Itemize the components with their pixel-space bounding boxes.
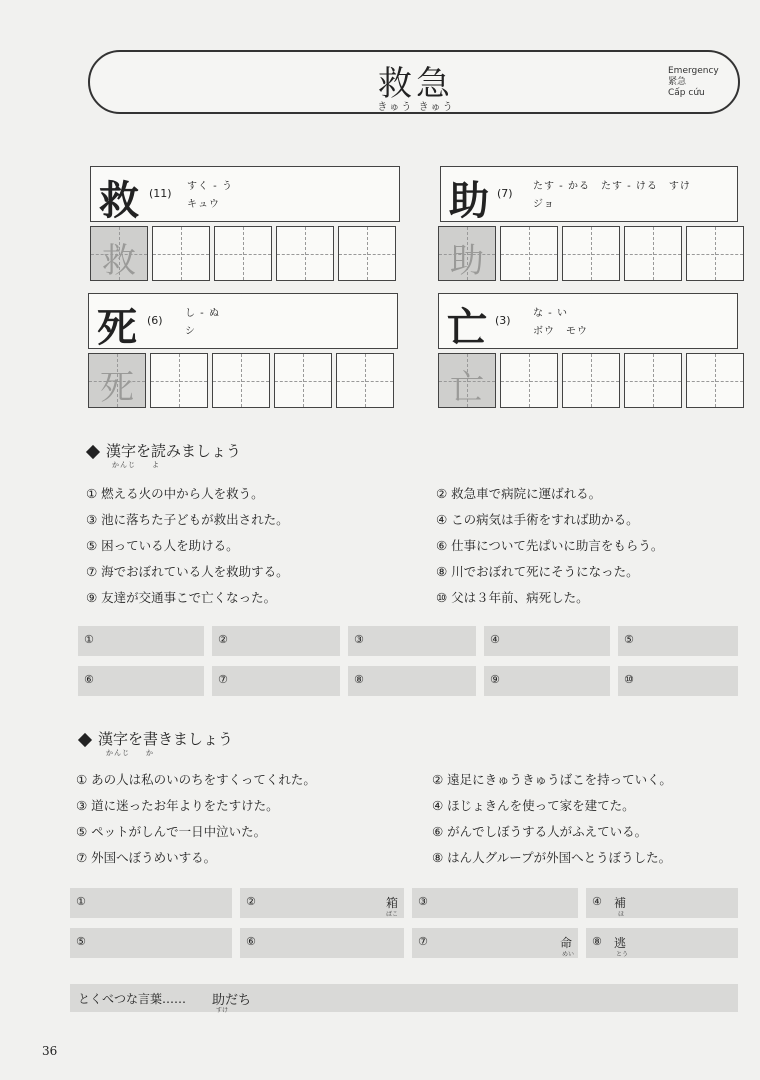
kanji-char: 死	[97, 304, 137, 351]
reading-section-heading: 漢字を読みましょう	[88, 440, 241, 461]
practice-cell[interactable]	[686, 226, 744, 281]
lesson-title-translations	[668, 66, 719, 99]
title-vietnamese: Cấp cứu	[668, 88, 705, 98]
reading-answer-box[interactable]: ④	[484, 626, 610, 656]
reading-sentence: ⑤ 困っている人を助ける。	[86, 538, 239, 553]
lesson-title-box	[88, 50, 740, 114]
page-number: 36	[42, 1044, 58, 1058]
practice-cell[interactable]	[214, 226, 272, 281]
writing-sentence: ⑤ ペットがしんで一日中泣いた。	[76, 824, 267, 839]
writing-answer-box[interactable]: ①	[70, 888, 232, 918]
reading-sentence: ④ この病気は手術をすれば助かる。	[436, 512, 639, 527]
writing-answer-box[interactable]: ⑥	[240, 928, 404, 958]
reading-answer-box[interactable]: ⑧	[348, 666, 476, 696]
diamond-icon	[86, 444, 100, 458]
practice-cell-sample: 助	[438, 226, 496, 281]
reading-answer-box[interactable]: ②	[212, 626, 340, 656]
reading-answer-box[interactable]: ⑦	[212, 666, 340, 696]
special-word: 助だち	[212, 993, 252, 1008]
kanji-char: 救	[99, 177, 139, 224]
reading-answer-box[interactable]: ①	[78, 626, 204, 656]
lesson-title: 救急	[378, 64, 454, 104]
practice-grid	[438, 226, 744, 281]
writing-section-heading: 漢字を書きましょう	[80, 728, 233, 749]
diamond-icon	[78, 732, 92, 746]
reading-sentence: ⑦ 海でおぼれている人を救助する。	[86, 564, 289, 579]
on-reading: キュウ	[187, 199, 220, 210]
writing-sentence: ⑦ 外国へぼうめいする。	[76, 850, 217, 865]
practice-cell-sample: 亡	[438, 353, 496, 408]
reading-section-ruby: かんじ よ	[112, 461, 160, 469]
reading-answer-box[interactable]: ③	[348, 626, 476, 656]
writing-sentence: ② 遠足にきゅうきゅうばこを持っていく。	[432, 772, 672, 787]
practice-cell[interactable]	[624, 353, 682, 408]
writing-answer-box[interactable]: ⑤	[70, 928, 232, 958]
stroke-count: (3)	[495, 314, 511, 327]
on-reading: ジョ	[533, 199, 555, 210]
lesson-title-ruby: きゅう きゅう	[377, 102, 455, 113]
practice-cell[interactable]	[686, 353, 744, 408]
practice-grid	[90, 226, 396, 281]
practice-cell-sample: 救	[90, 226, 148, 281]
writing-answer-box[interactable]: ③	[412, 888, 578, 918]
practice-cell[interactable]	[212, 353, 270, 408]
stroke-count: (11)	[149, 187, 172, 200]
practice-cell[interactable]	[562, 226, 620, 281]
writing-sentence: ⑧ はん人グループが外国へとうぼうした。	[432, 850, 672, 865]
special-word-ruby: すけ	[216, 1007, 229, 1014]
reading-sentence: ⑥ 仕事について先ぱいに助言をもらう。	[436, 538, 664, 553]
practice-cell[interactable]	[500, 353, 558, 408]
practice-cell[interactable]	[624, 226, 682, 281]
reading-answer-box[interactable]: ⑤	[618, 626, 738, 656]
kanji-char: 助	[449, 177, 489, 224]
writing-answer-box[interactable]: ⑦ 命 めい	[412, 928, 578, 958]
on-reading: シ	[185, 326, 196, 337]
stroke-count: (6)	[147, 314, 163, 327]
writing-sentence: ① あの人は私のいのちをすくってくれた。	[76, 772, 316, 787]
practice-cell[interactable]	[152, 226, 210, 281]
practice-cell-sample: 死	[88, 353, 146, 408]
writing-answer-box[interactable]: ④ 補 ほ	[586, 888, 738, 918]
practice-cell[interactable]	[274, 353, 332, 408]
kanji-card-header	[440, 166, 738, 222]
practice-cell[interactable]	[562, 353, 620, 408]
on-reading: ボウ モウ	[533, 326, 588, 337]
kun-reading: たす - かる たす - ける すけ	[533, 181, 691, 192]
reading-sentence: ⑩ 父は３年前、病死した。	[436, 590, 589, 605]
kanji-card-header	[88, 293, 398, 349]
reading-answer-box[interactable]: ⑨	[484, 666, 610, 696]
practice-cell[interactable]	[500, 226, 558, 281]
practice-cell[interactable]	[338, 226, 396, 281]
kun-reading: し - ぬ	[185, 308, 220, 319]
practice-cell[interactable]	[150, 353, 208, 408]
writing-sentence: ③ 道に迷ったお年よりをたすけた。	[76, 798, 279, 813]
reading-sentence: ② 救急車で病院に運ばれる。	[436, 486, 602, 501]
special-words-bar	[70, 984, 738, 1012]
kanji-char: 亡	[447, 304, 487, 351]
kun-reading: な - い	[533, 308, 568, 319]
kun-reading: すく - う	[187, 181, 233, 192]
reading-sentence: ⑨ 友達が交通事こで亡くなった。	[86, 590, 277, 605]
kanji-card-header	[438, 293, 738, 349]
reading-answer-box[interactable]: ⑩	[618, 666, 738, 696]
practice-cell[interactable]	[336, 353, 394, 408]
writing-answer-box[interactable]: ⑧ 逃 とう	[586, 928, 738, 958]
practice-cell[interactable]	[276, 226, 334, 281]
kanji-card-header	[90, 166, 400, 222]
writing-section-ruby: かんじ か	[106, 749, 154, 757]
writing-sentence: ⑥ がんでしぼうする人がふえている。	[432, 824, 648, 839]
practice-grid	[88, 353, 394, 408]
writing-answer-box[interactable]: ② 箱 ばこ	[240, 888, 404, 918]
special-words-label: とくべつな言葉……	[78, 992, 187, 1006]
practice-grid	[438, 353, 744, 408]
stroke-count: (7)	[497, 187, 513, 200]
reading-sentence: ③ 池に落ちた子どもが救出された。	[86, 512, 289, 527]
reading-sentence: ⑧ 川でおぼれて死にそうになった。	[436, 564, 639, 579]
reading-sentence: ① 燃える火の中から人を救う。	[86, 486, 264, 501]
writing-sentence: ④ ほじょきんを使って家を建てた。	[432, 798, 635, 813]
title-english: Emergency	[668, 66, 719, 76]
title-chinese: 紧急	[668, 77, 687, 87]
reading-answer-box[interactable]: ⑥	[78, 666, 204, 696]
